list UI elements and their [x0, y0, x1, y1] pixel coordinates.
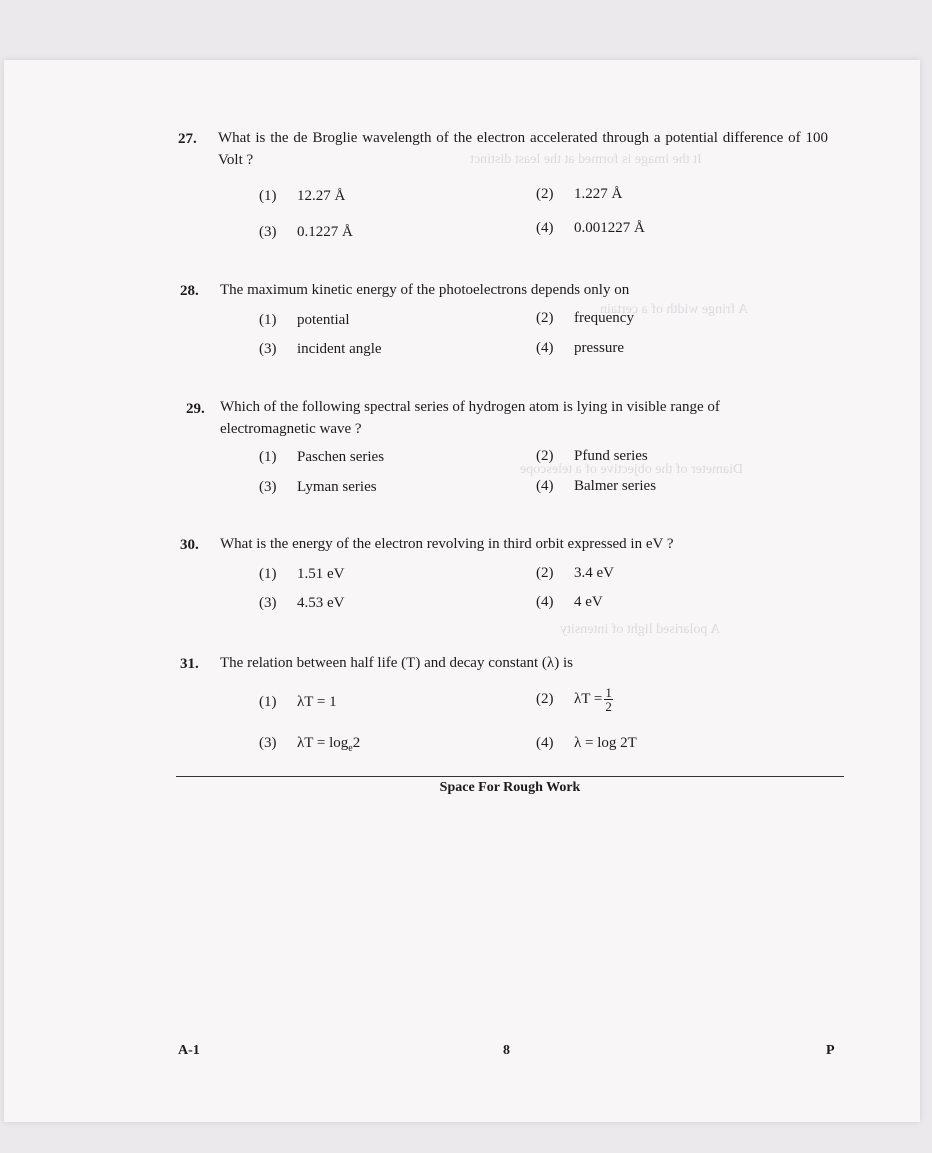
- option-2: (2) λT = $\frac{1}{2}$: [536, 685, 612, 714]
- option-1: (1) 1.51 eV: [259, 566, 345, 582]
- exam-page: [4, 60, 920, 1122]
- option-3: (3) 4.53 eV: [259, 595, 345, 611]
- question-text: The maximum kinetic energy of the photoelectrons depends only on: [220, 282, 630, 298]
- option-4: (4) pressure: [536, 340, 624, 356]
- option-1: (1) Paschen series: [259, 449, 385, 465]
- footer-set: P: [826, 1043, 835, 1058]
- option-3: (3) incident angle: [259, 341, 382, 357]
- option-3: (3) $\lambda T = \log_e2$: [259, 735, 361, 754]
- option-3: (3) 0.1227 Å: [259, 224, 353, 240]
- option-3: (3) Lyman series: [259, 479, 377, 495]
- option-2: (2) 1.227 Å: [536, 186, 623, 202]
- question-text: Which of the following spectral series of hydrogen atom is lying in visible range of electromagnetic wave ?: [220, 399, 720, 437]
- question-number: 28.: [180, 283, 199, 299]
- option-1: (1) λT = 1: [259, 694, 337, 710]
- option-1: (1) 12.27 Å: [259, 188, 346, 204]
- option-2: (2) 3.4 eV: [536, 565, 614, 581]
- option-4: (4) λ = log 2T: [536, 735, 637, 751]
- question-number: 30.: [180, 537, 199, 553]
- divider-line: [176, 776, 844, 777]
- question-text: What is the de Broglie wavelength of the electron accelerated through a potential difference of 100 Volt ?: [218, 130, 828, 168]
- bleed-through-text: Diameter of the objective of a telescope: [520, 462, 744, 477]
- question-text: The relation between half life (T) and decay constant (λ) is: [220, 655, 573, 671]
- footer-code: A-1: [178, 1043, 200, 1058]
- bleed-through-text: A polarised light of intensity: [560, 622, 721, 637]
- fraction-one-half: $\frac{1}{2}$: [605, 685, 612, 714]
- bleed-through-text: It the image is formed at the least distinct: [470, 152, 702, 167]
- option-2: (2) frequency: [536, 310, 634, 326]
- bleed-through-text: A fringe width of a certain: [600, 302, 749, 317]
- question-number: 31.: [180, 656, 199, 672]
- option-1: (1) potential: [259, 312, 350, 328]
- question-number: 27.: [178, 131, 197, 147]
- question-number: 29.: [186, 401, 205, 417]
- option-4: (4) 0.001227 Å: [536, 220, 645, 236]
- page-number: 8: [503, 1043, 510, 1058]
- option-2: (2) Pfund series: [536, 448, 648, 464]
- rough-work-heading: Space For Rough Work: [439, 780, 581, 795]
- question-text: What is the energy of the electron revolving in third orbit expressed in eV ?: [220, 536, 674, 552]
- option-4: (4) Balmer series: [536, 478, 657, 494]
- option-4: (4) 4 eV: [536, 594, 603, 610]
